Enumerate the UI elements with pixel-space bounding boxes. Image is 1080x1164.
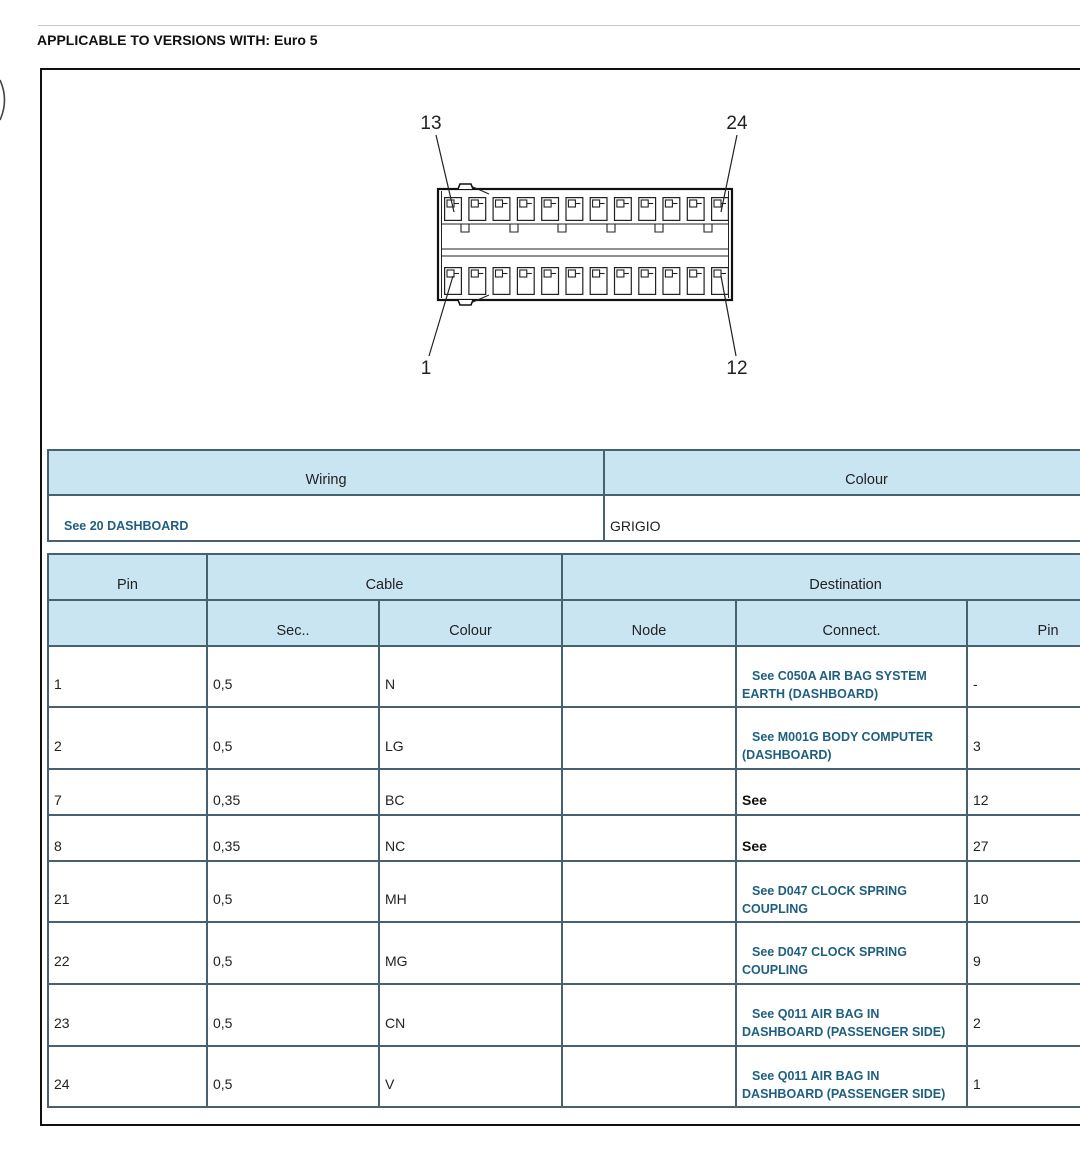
sec-cell: 0,5 bbox=[207, 707, 379, 769]
pin-cell: 21 bbox=[48, 861, 207, 922]
dest-pin-cell: 2 bbox=[967, 984, 1080, 1046]
colour-header: Colour bbox=[604, 450, 1080, 495]
pin-label-top-right: 24 bbox=[726, 113, 748, 134]
connect-link[interactable]: See C050A AIR BAG SYSTEM EARTH (DASHBOARD) bbox=[742, 668, 927, 701]
connect-text: See bbox=[742, 791, 767, 808]
pin-label-top-left: 13 bbox=[420, 113, 442, 134]
group-header-row bbox=[48, 554, 1080, 600]
pin-cell: 1 bbox=[48, 646, 207, 707]
sub-header-row bbox=[48, 600, 1080, 646]
node-cell bbox=[562, 861, 736, 922]
pin-cell: 23 bbox=[48, 984, 207, 1046]
pin-label-bottom-right: 12 bbox=[726, 358, 748, 379]
connect-link[interactable]: See M001G BODY COMPUTER (DASHBOARD) bbox=[742, 730, 934, 762]
colour-cell: NC bbox=[379, 815, 562, 861]
table-row bbox=[48, 707, 1080, 769]
pin-subheader-blank bbox=[48, 600, 207, 646]
cable-colour-header: Colour bbox=[379, 600, 562, 646]
connect-cell bbox=[736, 769, 967, 815]
info-header-row bbox=[48, 450, 1080, 495]
colour-cell: LG bbox=[379, 707, 562, 769]
info-row bbox=[48, 495, 1080, 541]
sec-cell: 0,5 bbox=[207, 861, 379, 922]
connect-cell bbox=[736, 861, 967, 922]
connect-header: Connect. bbox=[736, 600, 967, 646]
dest-pin-cell: 3 bbox=[967, 707, 1080, 769]
dest-pin-cell: - bbox=[967, 646, 1080, 707]
wiring-link[interactable]: See 20 DASHBOARD bbox=[64, 519, 189, 533]
sec-cell: 0,5 bbox=[207, 1046, 379, 1107]
connect-link[interactable]: See Q011 AIR BAG IN DASHBOARD (PASSENGER SIDE) bbox=[742, 1007, 946, 1039]
connect-link[interactable]: See Q011 AIR BAG IN DASHBOARD (PASSENGER SIDE) bbox=[742, 1068, 946, 1101]
colour-cell: BC bbox=[379, 769, 562, 815]
edge-handle-icon bbox=[0, 78, 10, 122]
colour-cell: MH bbox=[379, 861, 562, 922]
colour-cell: CN bbox=[379, 984, 562, 1046]
colour-cell: V bbox=[379, 1046, 562, 1107]
sec-cell: 0,35 bbox=[207, 815, 379, 861]
node-cell bbox=[562, 984, 736, 1046]
connect-cell bbox=[736, 1046, 967, 1107]
node-cell bbox=[562, 707, 736, 769]
dest-pin-cell: 12 bbox=[967, 769, 1080, 815]
destination-pin-header: Pin bbox=[967, 600, 1080, 646]
pin-label-bottom-left: 1 bbox=[420, 358, 432, 379]
node-cell bbox=[562, 1046, 736, 1107]
top-divider bbox=[38, 25, 1080, 26]
connect-cell bbox=[736, 707, 967, 769]
dest-pin-cell: 1 bbox=[967, 1046, 1080, 1107]
wiring-cell bbox=[48, 495, 604, 541]
table-row bbox=[48, 646, 1080, 707]
connect-link[interactable]: See D047 CLOCK SPRING COUPLING bbox=[742, 945, 907, 977]
node-cell bbox=[562, 646, 736, 707]
pin-cell: 2 bbox=[48, 707, 207, 769]
sec-cell: 0,5 bbox=[207, 984, 379, 1046]
connect-text: See bbox=[742, 837, 767, 854]
applicability-note: APPLICABLE TO VERSIONS WITH: Euro 5 bbox=[37, 32, 318, 48]
dest-pin-cell: 9 bbox=[967, 922, 1080, 984]
sec-cell: 0,35 bbox=[207, 769, 379, 815]
node-cell bbox=[562, 769, 736, 815]
connector-info-table bbox=[47, 449, 1080, 542]
pin-group-header: Pin bbox=[48, 554, 207, 600]
node-header: Node bbox=[562, 600, 736, 646]
table-row bbox=[48, 769, 1080, 815]
pin-cell: 7 bbox=[48, 769, 207, 815]
dest-pin-cell: 27 bbox=[967, 815, 1080, 861]
destination-group-header: Destination bbox=[562, 554, 1080, 600]
colour-cell: MG bbox=[379, 922, 562, 984]
connect-cell bbox=[736, 922, 967, 984]
pin-cell: 8 bbox=[48, 815, 207, 861]
table-row bbox=[48, 984, 1080, 1046]
sec-cell: 0,5 bbox=[207, 646, 379, 707]
table-row bbox=[48, 861, 1080, 922]
connect-link[interactable]: See D047 CLOCK SPRING COUPLING bbox=[742, 883, 907, 916]
pin-cell: 24 bbox=[48, 1046, 207, 1107]
node-cell bbox=[562, 922, 736, 984]
colour-cell: N bbox=[379, 646, 562, 707]
table-row bbox=[48, 922, 1080, 984]
sec-cell: 0,5 bbox=[207, 922, 379, 984]
sec-header: Sec.. bbox=[207, 600, 379, 646]
table-row bbox=[48, 1046, 1080, 1107]
pin-cell: 22 bbox=[48, 922, 207, 984]
cable-group-header: Cable bbox=[207, 554, 562, 600]
edge-handle-arc bbox=[0, 80, 5, 120]
connect-cell bbox=[736, 815, 967, 861]
wiring-header: Wiring bbox=[48, 450, 604, 495]
node-cell bbox=[562, 815, 736, 861]
pin-assignment-table bbox=[47, 553, 1080, 1108]
connect-cell bbox=[736, 646, 967, 707]
table-row bbox=[48, 815, 1080, 861]
connect-cell bbox=[736, 984, 967, 1046]
dest-pin-cell: 10 bbox=[967, 861, 1080, 922]
colour-value: GRIGIO bbox=[604, 495, 1080, 541]
